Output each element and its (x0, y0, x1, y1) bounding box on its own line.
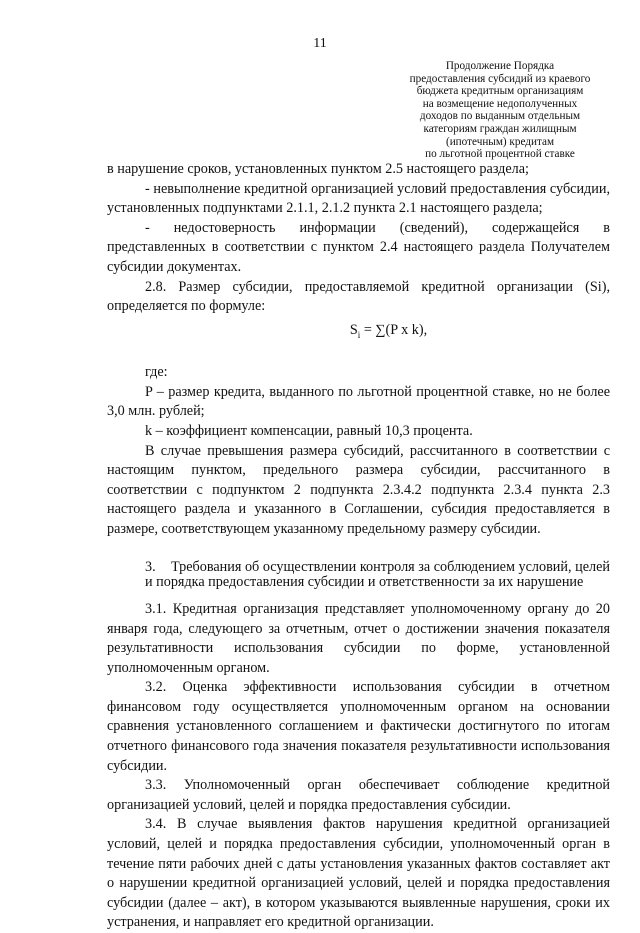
paragraph-2-8: 2.8. Размер субсидии, предоставляемой кредитной организации (Si), определяется по формуле: (107, 278, 610, 315)
header-line: категориям граждан жилищным (423, 122, 577, 135)
paragraph: где: (145, 364, 168, 381)
section-title: Требования об осуществлении контроля за соблюдением условий, целей и порядка предоставления субсидии и ответственности за их нарушение (145, 558, 610, 590)
header-line: по льготной процентной ставке (425, 148, 575, 161)
paragraph: - недостоверность информации (сведений), содержащейся в представленных в соответствии с пунктом 2.4 настоящего раздела Получателем субсидии документах. (107, 219, 610, 275)
document-body (107, 160, 610, 933)
paragraph-3-3: 3.3. Уполномоченный орган обеспечивает соблюдение кредитной организацией условий, целей и порядка предоставления субсидии. (107, 777, 610, 813)
paragraph: в нарушение сроков, установленных пунктом 2.5 настоящего раздела; (107, 161, 529, 177)
formula-expression: = ∑(P x k), (360, 321, 428, 338)
formula-subscript: i (357, 329, 361, 340)
paragraph-3-1: 3.1. Кредитная организация представляет уполномоченному органу до 20 января года, следующего за отчетным, отчет о достижении значения показателя результативности использования субсидии по форме, установленной уполномоченным органом. (107, 600, 610, 676)
header-line: предоставления субсидий из краевого (409, 72, 591, 85)
paragraph: В случае превышения размера субсидий, рассчитанного в соответствии с настоящим пунктом, предельного размера субсидии, рассчитанного в соответствии с подпунктом 2 подпункта 2.3.4.2 подпункта 2.3.4 пункта 2.3 настоящего раздела и указанного в Соглашении, субсидия предоставляется в размере, соответствующем указанному предельному размеру субсидии. (107, 442, 610, 537)
formula-symbol: S (349, 321, 358, 338)
paragraph: - невыполнение кредитной организацией условий предоставления субсидии, установленных подпунктами 2.1.1, 2.1.2 пункта 2.1 настоящего раздела; (107, 180, 610, 217)
paragraph: k – коэффициент компенсации, равный 10,3 процента. (145, 422, 473, 439)
paragraph: P – размер кредита, выданного по льготной процентной ставке, но не более 3,0 млн. рублей; (107, 383, 610, 420)
header-line: Продолжение Порядка (445, 60, 555, 72)
formula (107, 321, 610, 345)
paragraph-3-2: 3.2. Оценка эффективности использования субсидии в отчетном финансовом году осуществляется уполномоченным органом на основании сравнения установленного соглашением и фактически достигнутого по итогам отчетного финансового года значения показателя результативности использования субсидии. (107, 679, 610, 774)
page-number: 11 (313, 36, 327, 51)
document-header (390, 60, 610, 161)
header-line: (ипотечным) кредитам (445, 135, 555, 148)
section-3-heading (107, 560, 610, 590)
section-number: 3. (145, 558, 156, 575)
paragraph-3-4: 3.4. В случае выявления фактов нарушения кредитной организацией условий, целей и порядка предоставления субсидии, уполномоченный орган в течение пяти рабочих дней с даты установления указанных фактов составляет акт о нарушении кредитной организацией условий, целей и порядка предоставления субсидии (далее – акт), в котором указываются выявленные нарушения, сроки их устранения, и направляет его кредитной организации. (107, 816, 610, 931)
header-line: на возмещение недополученных (422, 97, 578, 110)
header-line: бюджета кредитным организациям (416, 85, 584, 98)
header-line: доходов по выданным отдельным (419, 110, 581, 123)
